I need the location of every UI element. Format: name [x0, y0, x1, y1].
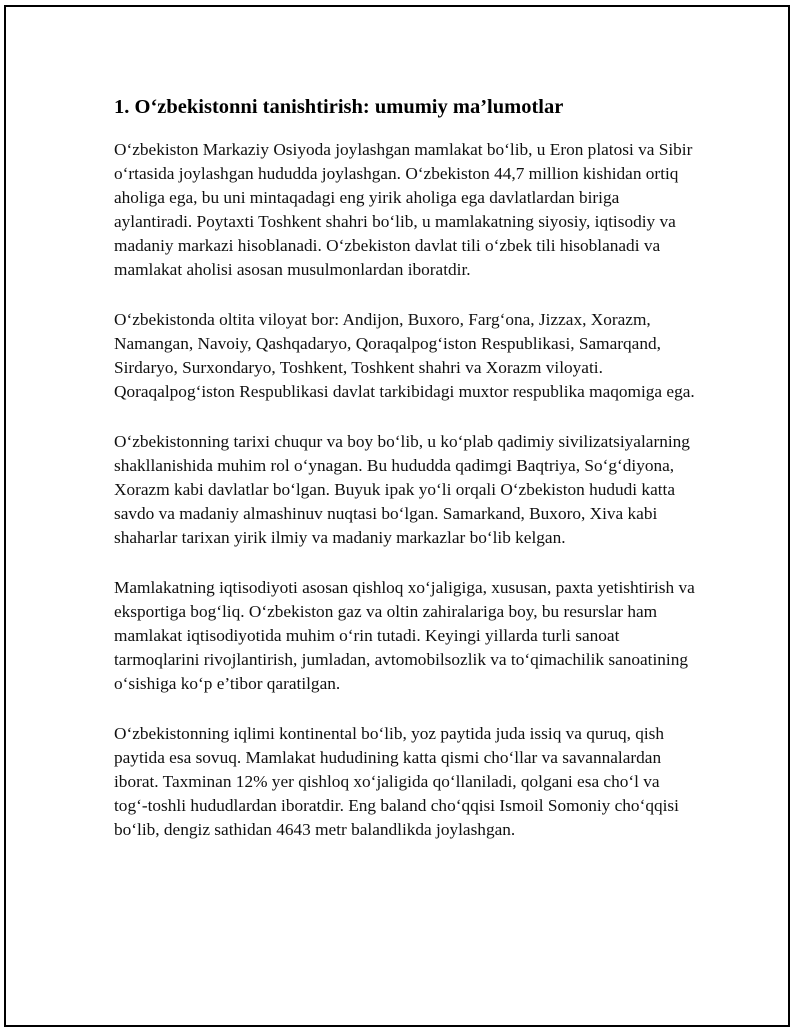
paragraph-overview: O‘zbekiston Markaziy Osiyoda joylashgan mamlakat bo‘lib, u Eron platosi va Sibir o‘rtasida joylashgan hududda joylashgan. O‘zbekiston 44,7 million kishidan ortiq aholiga ega, bu uni mintaqadagi eng yirik aholiga ega davlatlardan biriga aylantiradi. Poytaxti Toshkent shahri bo‘lib, u mamlakatning siyosiy, iqtisodiy va madaniy markazi hisoblanadi. O‘zbekiston davlat tili o‘zbek tili hisoblanadi va mamlakat aholisi asosan musulmonlardan iboratdir. [114, 140, 693, 279]
paragraph-climate: O‘zbekistonning iqlimi kontinental bo‘lib, yoz paytida juda issiq va quruq, qish paytida esa sovuq. Mamlakat hududining katta qismi cho‘llar va savannalardan iborat. Taxminan 12% yer qishloq xo‘jaligida qo‘llaniladi, qolgani esa cho‘l va tog‘-toshli hududlardan iboratdir. Eng baland cho‘qqisi Ismoil Somoniy cho‘qqisi bo‘lib, dengiz sathidan 4643 metr balandlikda joylashgan. [114, 724, 679, 839]
document-body [114, 94, 696, 868]
section-heading: 1. O‘zbekistonni tanishtirish: umumiy ma’lumotlar [114, 96, 564, 118]
paragraph-history: O‘zbekistonning tarixi chuqur va boy bo‘lib, u ko‘plab qadimiy sivilizatsiyalarning shakllanishida muhim rol o‘ynagan. Bu hududda qadimgi Baqtriya, So‘g‘diyona, Xorazm kabi davlatlar bo‘lgan. Buyuk ipak yo‘li orqali O‘zbekiston hududi katta savdo va madaniy almashinuv nuqtasi bo‘lgan. Samarkand, Buxoro, Xiva kabi shaharlar tarixan yirik ilmiy va madaniy markazlar bo‘lib kelgan. [114, 432, 690, 547]
paragraph-economy: Mamlakatning iqtisodiyoti asosan qishloq xo‘jaligiga, xususan, paxta yetishtirish va eksportiga bog‘liq. O‘zbekiston gaz va oltin zahiralariga boy, bu resurslar ham mamlakat iqtisodiyotida muhim o‘rin tutadi. Keyingi yillarda turli sanoat tarmoqlarini rivojlantirish, jumladan, avtomobilsozlik va to‘qimachilik sanoatining o‘sishiga ko‘p e’tibor qaratilgan. [114, 578, 695, 693]
paragraph-regions: O‘zbekistonda oltita viloyat bor: Andijon, Buxoro, Farg‘ona, Jizzax, Xorazm, Namangan, Navoiy, Qashqadaryo, Qoraqalpog‘iston Respublikasi, Samarqand, Sirdaryo, Surxondaryo, Toshkent, Toshkent shahri va Xorazm viloyati. Qoraqalpog‘iston Respublikasi davlat tarkibidagi muxtor respublika maqomiga ega. [114, 310, 695, 401]
